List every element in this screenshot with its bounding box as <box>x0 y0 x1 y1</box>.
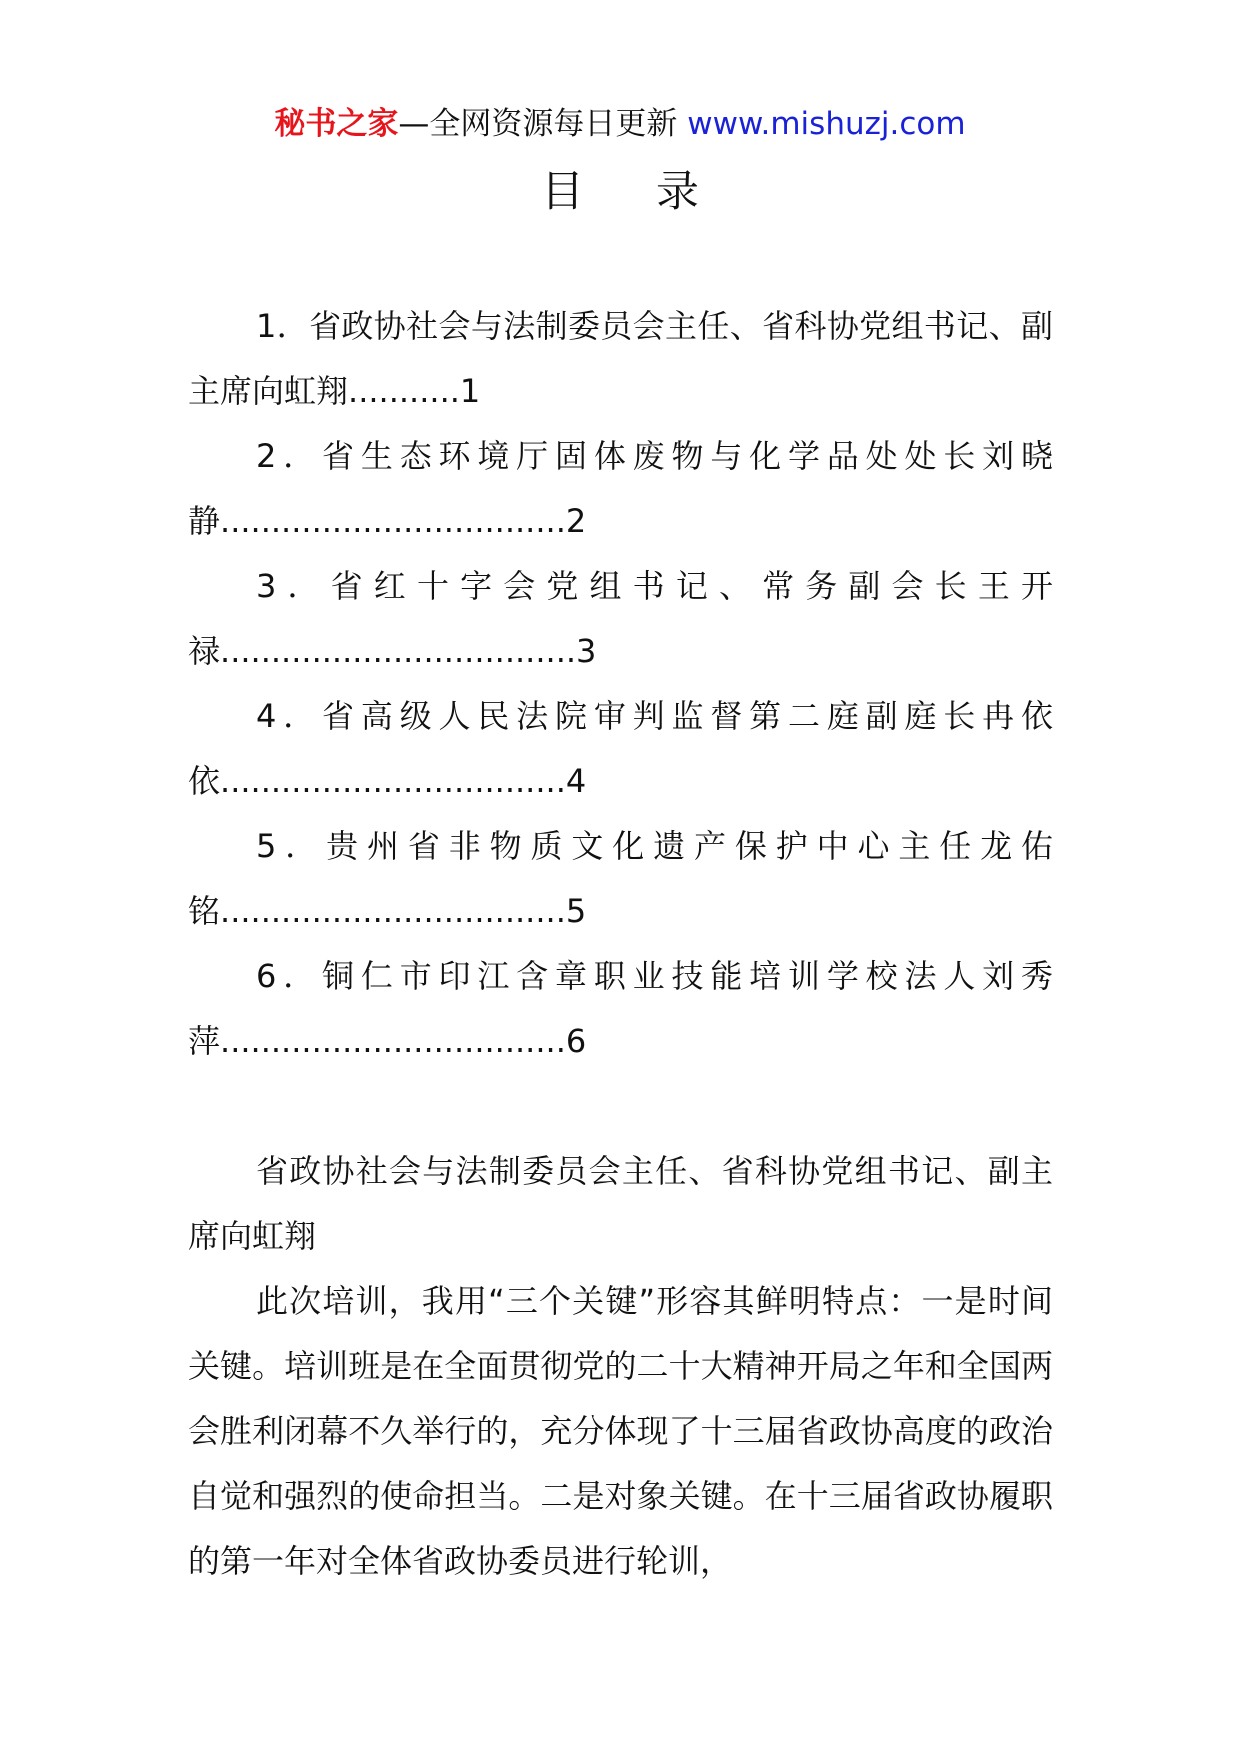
toc-page-number: 4 <box>565 762 587 800</box>
toc-text: 贵州省非物质文化遗产保护中心主任龙佑铭 <box>188 827 1053 930</box>
section-heading: 省政协社会与法制委员会主任、省科协党组书记、副主席向虹翔 <box>188 1152 1053 1255</box>
toc-page-number: 6 <box>565 1022 587 1060</box>
toc-page-number: 2 <box>565 502 587 540</box>
section-spacer <box>188 1074 1053 1139</box>
table-of-contents <box>188 294 1053 1074</box>
site-url-link[interactable]: www.mishuzj.com <box>687 106 966 142</box>
toc-number: 3． <box>256 567 331 605</box>
document-body <box>188 294 1053 1594</box>
section-body-paragraph: 此次培训，我用“三个关键”形容其鲜明特点：一是时间关键。培训班是在全面贯彻党的二十大精神开局之年和全国两会胜利闭幕不久举行的，充分体现了十三届省政协高度的政治自觉和强烈的使命担当。二是对象关键。在十三届省政协履职的第一年对全体省政协委员进行轮训， <box>188 1282 1053 1580</box>
toc-number: 4． <box>256 697 323 735</box>
toc-leader-dots: .................................. <box>220 892 566 930</box>
site-tagline: —全网资源每日更新 <box>398 106 688 142</box>
toc-item-2[interactable] <box>188 424 1053 554</box>
toc-leader-dots: ........... <box>348 372 460 410</box>
toc-page-number: 3 <box>576 632 597 670</box>
toc-number: 2． <box>256 437 323 475</box>
toc-item-6[interactable] <box>188 944 1053 1074</box>
toc-item-5[interactable] <box>188 814 1053 944</box>
toc-text: 省生态环境厅固体废物与化学品处处长刘晓静 <box>188 437 1053 540</box>
page-title: 目录 <box>541 167 771 217</box>
toc-number: 5． <box>256 827 327 865</box>
toc-text: 铜仁市印江含章职业技能培训学校法人刘秀萍 <box>188 957 1053 1060</box>
site-brand: 秘书之家 <box>274 106 399 142</box>
toc-text: 省高级人民法院审判监督第二庭副庭长冉依依 <box>188 697 1053 800</box>
toc-number: 6． <box>256 957 323 995</box>
toc-text: 省政协社会与法制委员会主任、省科协党组书记、副主席向虹翔 <box>188 307 1053 410</box>
toc-page-number: 5 <box>565 892 587 930</box>
toc-item-4[interactable] <box>188 684 1053 814</box>
toc-item-3[interactable] <box>188 554 1053 684</box>
toc-leader-dots: ................................... <box>220 632 577 670</box>
toc-item-1[interactable] <box>188 294 1053 424</box>
toc-number: 1． <box>256 307 310 345</box>
toc-leader-dots: .................................. <box>220 502 566 540</box>
toc-leader-dots: .................................. <box>220 1022 566 1060</box>
site-header <box>0 100 1240 148</box>
toc-text: 省红十字会党组书记、常务副会长王开禄 <box>188 567 1053 670</box>
toc-page-number: 1 <box>459 372 481 410</box>
toc-leader-dots: .................................. <box>220 762 566 800</box>
